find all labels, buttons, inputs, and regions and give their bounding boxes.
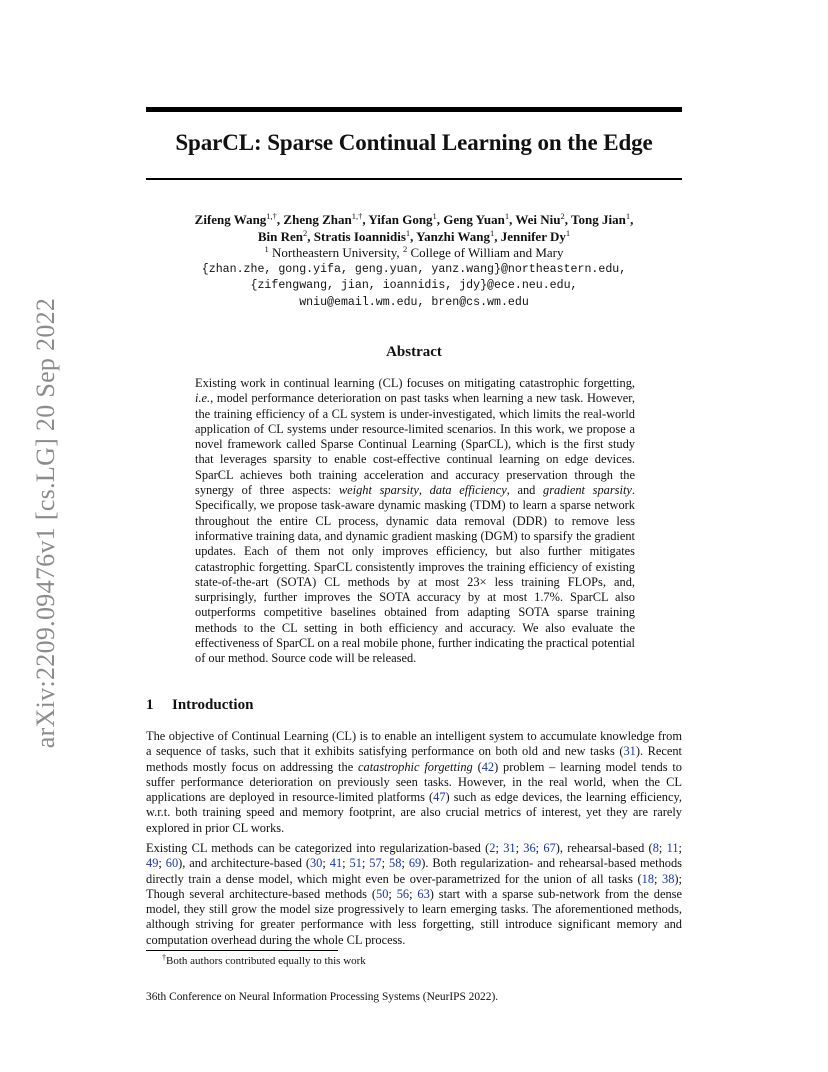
conference-note: 36th Conference on Neural Information Processing Systems (NeurIPS 2022). — [146, 991, 499, 1003]
citation-link[interactable]: 31 — [503, 841, 516, 855]
author-name: Bin Ren — [257, 228, 304, 244]
author-affiliation-mark: 2 — [560, 211, 565, 221]
citation-link[interactable]: 31 — [623, 744, 636, 759]
author-affiliation-mark: 1 — [625, 211, 631, 221]
section-number: 1 — [146, 697, 154, 713]
author-affiliation-mark: 1 — [432, 211, 437, 221]
paper-title: SparCL: Sparse Continual Learning on the Edge — [175, 130, 653, 155]
title-bottom-rule — [146, 178, 682, 180]
citation-link[interactable]: 63 — [417, 886, 430, 901]
author-affiliation-mark: 1 — [565, 227, 571, 238]
citation-link[interactable]: 42 — [481, 759, 495, 774]
author-name: Jennifer Dy — [500, 228, 566, 244]
email-line-3: wniu@email.wm.edu, bren@cs.wm.edu — [299, 295, 529, 309]
author-name: Wei Niu — [515, 212, 561, 227]
citation-link[interactable]: 56 — [396, 886, 410, 901]
email-line-1: {zhan.zhe, gong.yifa, geng.yuan, yanz.wang}@northeastern.edu, — [201, 262, 627, 276]
citation-link[interactable]: 30 — [309, 856, 323, 871]
citation-link[interactable]: 50 — [376, 886, 389, 901]
citation-link[interactable]: 67 — [543, 841, 556, 855]
intro-paragraph-2: Existing CL methods can be categorized into regularization-based (2; 31; 36; 67), rehearsal-based (8; 11; 49; 60), and architecture-based (30; 41; 51; 57; 58; 69). Both regularization- and rehearsal-based methods directly train a dense model, which might even be over-parametrized for the union of all tasks (18; 38); Though several architecture-based methods (50; 56; 63) start with a sparse sub-network from the dense model, they still grow the model size progressively to learn emerging tasks. The aforementioned methods, although striving for greater performance with less forgetting, still introduce significant memory and computation overhead during the whole CL process. — [146, 841, 683, 947]
author-name: Zifeng Wang — [194, 212, 267, 227]
abstract-body: Existing work in continual learning (CL) focuses on mitigating catastrophic forgetting, i.e., model performance deterioration on past tasks when learning a new task. However, the training efficiency of a CL system is under-investigated, which limits the real-world application of CL systems under resource-limited scenarios. In this work, we propose a novel framework called Sparse Continual Learning (SparCL), which is the first study that leverages sparsity to enable cost-effective continual learning on edge devices. SparCL achieves both training acceleration and accuracy preservation through the synergy of three aspects: weight sparsity, data efficiency, and gradient sparsity. Specifically, we propose task-aware dynamic masking (TDM) to learn a sparse network throughout the entire CL process, dynamic data removal (DDR) to remove less informative training data, and dynamic gradient masking (DGM) to sparsify the gradient updates. Each of them not only improves efficiency, but also further mitigates catastrophic forgetting. SparCL consistently improves the training efficiency of existing state-of-the-art (SOTA) CL methods by at most 23× less training FLOPs, and, surprisingly, further improves the SOTA accuracy by at most 1.7%. SparCL also outperforms competitive baselines obtained from adapting SOTA sparse training methods to the CL setting in both efficiency and accuracy. We also evaluate the effectiveness of SparCL on a real mobile phone, further indicating the practical potential of our method. Source code will be released. — [195, 376, 635, 666]
author-affiliation-mark: 1 — [504, 211, 510, 221]
author-name: Tong Jian — [571, 212, 626, 227]
section-title: Introduction — [172, 697, 254, 713]
author-name: Stratis Ioannidis — [313, 228, 406, 244]
author-name: Zheng Zhan — [283, 212, 352, 227]
author-affiliation-mark: 2 — [303, 227, 308, 238]
email-line-2: {zifengwang, jian, ioannidis, jdy}@ece.neu.edu, — [250, 279, 578, 292]
title-top-rule — [146, 107, 682, 112]
affiliation-2: College of William and Mary — [410, 245, 564, 260]
citation-link[interactable]: 36 — [523, 841, 536, 855]
section-heading-introduction — [146, 697, 253, 714]
author-affiliation-mark: 1 — [490, 227, 495, 238]
affiliation-mark: 2 — [402, 244, 408, 254]
citation-link[interactable]: 60 — [165, 856, 179, 871]
citation-link[interactable]: 18 — [641, 871, 655, 886]
footnote — [162, 955, 366, 967]
footnote-text: Both authors contributed equally to this work — [166, 955, 366, 967]
author-block — [146, 212, 682, 311]
footnote-mark: † — [162, 953, 166, 962]
affiliation-mark: 1 — [264, 244, 269, 254]
affiliations — [146, 245, 682, 262]
citation-link[interactable]: 11 — [666, 841, 679, 855]
citation-link[interactable]: 41 — [329, 856, 343, 871]
author-affiliation-mark: 1 — [405, 227, 411, 238]
citation-link[interactable]: 2 — [489, 841, 496, 855]
citation-link[interactable]: 49 — [146, 856, 159, 871]
citation-link[interactable]: 38 — [662, 871, 675, 886]
citation-link[interactable]: 69 — [408, 856, 422, 871]
arxiv-side-stamp: arXiv:2209.09476v1 [cs.LG] 20 Sep 2022 — [31, 297, 60, 749]
author-name: Geng Yuan — [443, 212, 505, 227]
author-name: Yifan Gong — [368, 212, 433, 227]
citation-link[interactable]: 57 — [369, 856, 382, 871]
intro-paragraph-1: The objective of Continual Learning (CL) is to enable an intelligent system to accumulate knowledge from a sequence of tasks, such that it exhibits satisfying performance on both old and new tasks (31). Recent methods mostly focus on addressing the catastrophic forgetting (42) problem – learning model tends to suffer performance deterioration on previously seen tasks. However, in the real world, when the CL applications are deployed in resource-limited platforms (47) such as edge devices, the learning efficiency, w.r.t. both training speed and memory footprint, are also crucial metrics of interest, yet they are rarely explored in prior CL works. — [146, 729, 682, 835]
citation-link[interactable]: 47 — [433, 790, 446, 805]
author-names: Zifeng Wang$^{1,\dagger}$, Zheng Zhan$^{1,\dagger}$, Yifan Gong$^1$, Geng Yuan$^1$, Wei Niu$^2$, Tong Jian$^1$, Bin Ren$^2$, Stratis Ioannidis$^1$, Yanzhi Wang$^1$, Jennifer Dy$^1$ — [194, 211, 634, 244]
author-affiliation-mark: 1,† — [351, 211, 363, 221]
citation-link[interactable]: 51 — [349, 856, 362, 871]
abstract-heading: Abstract — [386, 344, 442, 360]
affiliation-1: Northeastern University, — [272, 245, 400, 260]
author-name: Yanzhi Wang — [416, 228, 490, 244]
author-affiliation-mark: 1,† — [266, 211, 277, 221]
citation-link[interactable]: 8 — [652, 841, 659, 855]
citation-link[interactable]: 58 — [389, 856, 402, 871]
footnote-rule — [146, 950, 338, 951]
